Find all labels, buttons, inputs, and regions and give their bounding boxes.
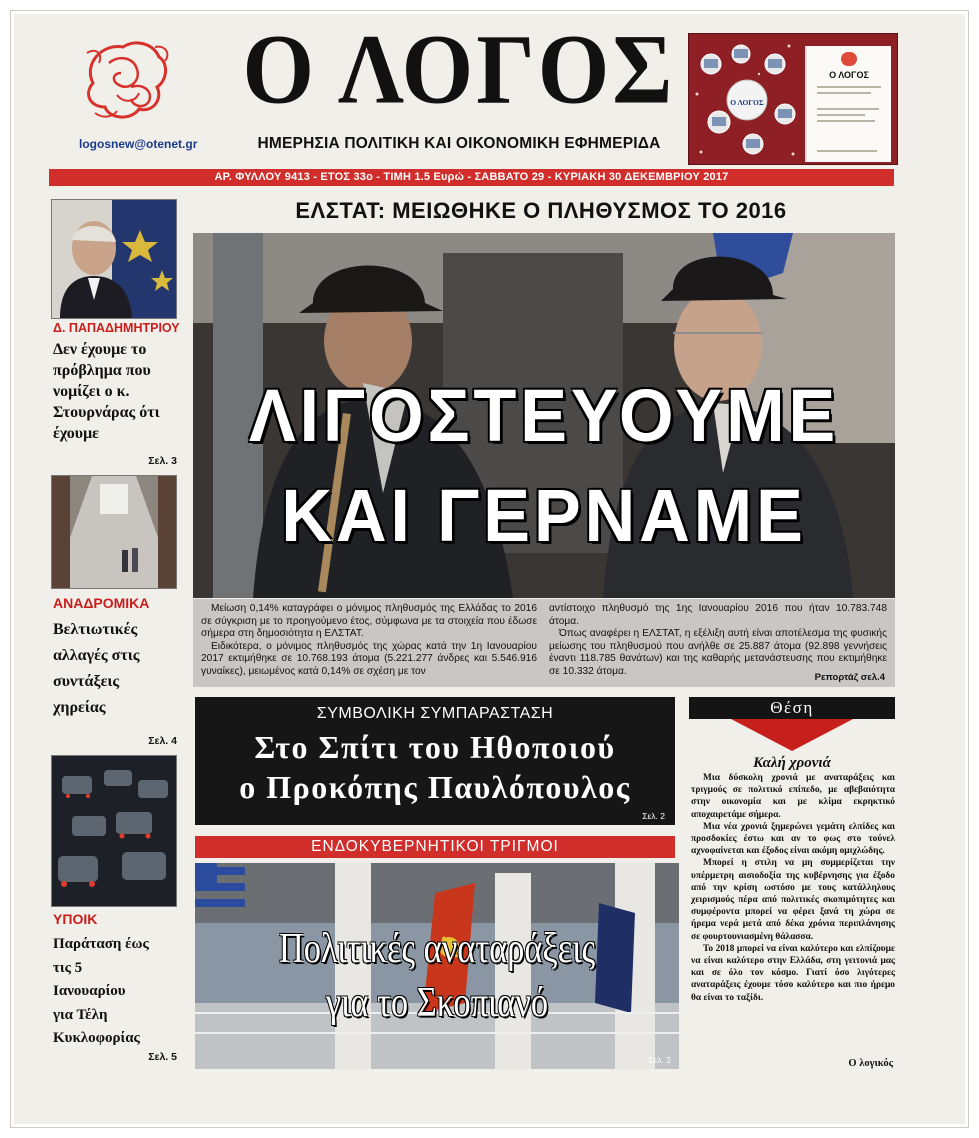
- ornament-decoration-icon: [689, 34, 807, 164]
- newspaper-front-page: [10, 10, 969, 1128]
- sidebar-photo-traffic[interactable]: [51, 755, 177, 907]
- lead-story-column-1: [201, 603, 537, 678]
- masthead-title: Ο ΛΟΓΟΣ: [242, 13, 676, 125]
- lead-big-text-line2: ΚΑΙ ΓΕΡΝΑΜΕ: [281, 474, 807, 557]
- issue-info-bar: ΑΡ. ΦΥΛΛΟΥ 9413 - ΕΤΟΣ 33ο - ΤΙΜΗ 1.5 Ευρώ - ΣΑΒΒΑΤΟ 29 - ΚΥΡΙΑΚΗ 30 ΔΕΚΕΜΒΡΙΟΥ 2017: [49, 169, 894, 186]
- president-story-box[interactable]: [195, 697, 675, 825]
- masthead-logo-icon: [73, 33, 183, 125]
- sidebar-kicker-3: ΥΠΟΙΚ: [53, 911, 98, 927]
- box-page-ref[interactable]: Σελ. 2: [642, 811, 665, 821]
- story2-page-ref[interactable]: Σελ. 2: [648, 1055, 671, 1065]
- lead-paragraph-2: Ειδικότερα, ο μόνιμος πληθυσμός της χώρας κατά την 1η Ιανουαρίου 2017 εκτιμήθηκε σε 10.768.193 άτομα (5.221.277 άνδρες και 5.546.916 γυναίκες), μειωμένος κατά 0,14% σε σχέση με τον: [201, 640, 537, 677]
- sidebar-page-ref-2[interactable]: Σελ. 4: [148, 735, 177, 747]
- opinion-paragraph-3: Μπορεί η στιλη να μη συμμερίζεται την υπέρμετρη αισιοδοξία της κυβέρνησης για έξοδο από την κρίση ωστόσο με τους κατάλληλους χειρισμούς πέρα από πολιτικές σκοπιμότητες και συμφέροντα μπορεί να φέρει ξανά τη χώρα σε ήρεμα νερά μετά από δέκα χρόνια περιπλάνησης σε φουρτουνιασμένη θάλασσα.: [691, 858, 895, 942]
- lead-paragraph-1: Μείωση 0,14% καταγράφει ο μόνιμος πληθυσμός της Ελλάδας το 2016 σε σύγκριση με το προηγούμενο έτος, σύμφωνα με τα στοιχεία που έδωσε σήμερα στη δημοσιότητα η ΕΛΣΤΑΤ.: [201, 603, 537, 639]
- opinion-title[interactable]: Καλή χρονιά: [753, 755, 831, 771]
- story2-headline-line1: Πολιτικές αναταράξεις: [278, 926, 596, 972]
- traffic-photo-icon: [52, 756, 176, 906]
- corridor-photo-icon: [52, 476, 176, 588]
- sidebar-page-ref-3[interactable]: Σελ. 5: [148, 1051, 177, 1063]
- portrait-photo-icon: [52, 200, 176, 318]
- sidebar-headline-3[interactable]: Παράταση έως τις 5 Ιανουαρίου για Τέλη Κυκλοφορίας: [53, 936, 149, 1046]
- lead-headline[interactable]: ΕΛΣΤΑΤ: ΜΕΙΩΘΗΚΕ Ο ΠΛΗΘΥΣΜΟΣ ΤΟ 2016: [295, 198, 787, 223]
- box-headline-line2: ο Προκόπης Παυλόπουλος: [239, 769, 631, 805]
- story2-photo[interactable]: [195, 863, 679, 1069]
- box-kicker: ΣΥΜΒΟΛΙΚΗ ΣΥΜΠΑΡΑΣΤΑΣΗ: [316, 705, 554, 722]
- promo-ad[interactable]: [688, 33, 898, 165]
- lead-paragraph-3: αντίστοιχο πληθυσμό της 1ης Ιανουαρίου 2016 που ήταν 10.783.748 άτομα.: [549, 603, 887, 627]
- sidebar-photo-papadimitriou[interactable]: [51, 199, 177, 319]
- lead-paragraph-4: Όπως αναφέρει η ΕΛΣΤΑΤ, η εξέλιξη αυτή είναι αποτέλεσμα της φυσικής μείωσης του πληθυσμού που ανήλθε σε 25.887 άτομα (92.898 γεννήσεις έναντι 118.785 θανάτων) και της καθαρής μετανάστευσης που εκτιμήθηκε σε 10.332 άτομα.: [549, 628, 887, 677]
- sidebar-page-ref-1[interactable]: Σελ. 3: [148, 455, 177, 467]
- lead-photo[interactable]: [193, 233, 895, 598]
- opinion-paragraph-1: Μια δύσκολη χρονιά με αναταράξεις και τριγμούς σε πολιτικό επίπεδο, με αβεβαιότητα στην οικονομία και με κλίμα εκρηκτικό αποχαιρετάμε σήμερα.: [691, 773, 895, 820]
- story2-kicker-strip: ΕΝΔΟΚΥΒΕΡΝΗΤΙΚΟΙ ΤΡΙΓΜΟΙ: [195, 836, 675, 858]
- opinion-paragraph-4: Το 2018 μπορεί να είναι καλύτερο και ελπίζουμε να είναι καλύτερο στην Ελλάδα, στη γειτονιά μας και σε όλο τον κόσμο. Γιατί όσο λιγότερες αναταράξεις έχουμε τόσο καλύτερο και πιο ήρεμο θα είναι το ταξίδι.: [691, 943, 895, 1003]
- lead-story-text: [193, 599, 895, 687]
- box-headline-line1: Στο Σπίτι του Ηθοποιού: [254, 729, 616, 765]
- opinion-paragraph-2: Μια νέα χρονιά ξημερώνει γεμάτη ελπίδες και προσδοκίες έστω και αν το φως στο τούνελ αχνοφαίνεται και έξοδος είναι ακόμη ομιχλώδης.: [691, 821, 895, 857]
- story2-headline-line2: για το Σκοπιανό: [325, 980, 549, 1026]
- lead-story-column-2: [549, 603, 887, 678]
- masthead-subtitle: ΗΜΕΡΗΣΙΑ ΠΟΛΙΤΙΚΗ ΚΑΙ ΟΙΚΟΝΟΜΙΚΗ ΕΦΗΜΕΡΙΔΑ: [257, 135, 661, 152]
- lead-report-page-ref[interactable]: Ρεπορτάζ σελ.4: [814, 671, 885, 683]
- sidebar-kicker-2: ΑΝΑΔΡΟΜΙΚΑ: [53, 595, 150, 611]
- contact-email[interactable]: logosnew@otenet.gr: [79, 137, 198, 151]
- sidebar-photo-pensions[interactable]: [51, 475, 177, 589]
- opinion-label: Θέση: [689, 697, 895, 719]
- promo-paper-preview: [805, 46, 891, 162]
- promo-logo-text: Ο ΛΟΓΟΣ: [730, 98, 764, 107]
- lead-big-text-line1: ΛΙΓΟΣΤΕΥΟΥΜΕ: [248, 374, 840, 457]
- opinion-triangle-decoration: [731, 719, 853, 751]
- promo-paper-title: Ο ΛΟΓΟΣ: [829, 70, 869, 80]
- sidebar-kicker-1: Δ. ΠΑΠΑΔΗΜΗΤΡΙΟΥ: [53, 321, 180, 335]
- opinion-signature: Ο λογικός: [848, 1058, 893, 1069]
- sidebar-headline-1[interactable]: Δεν έχουμε το πρόβλημα που νομίζει ο κ. Στουρνάρας ότι έχουμε: [53, 341, 160, 442]
- opinion-body: [691, 772, 895, 1004]
- sidebar-headline-2[interactable]: Βελτιωτικές αλλαγές στις συντάξεις χηρείας: [53, 621, 140, 716]
